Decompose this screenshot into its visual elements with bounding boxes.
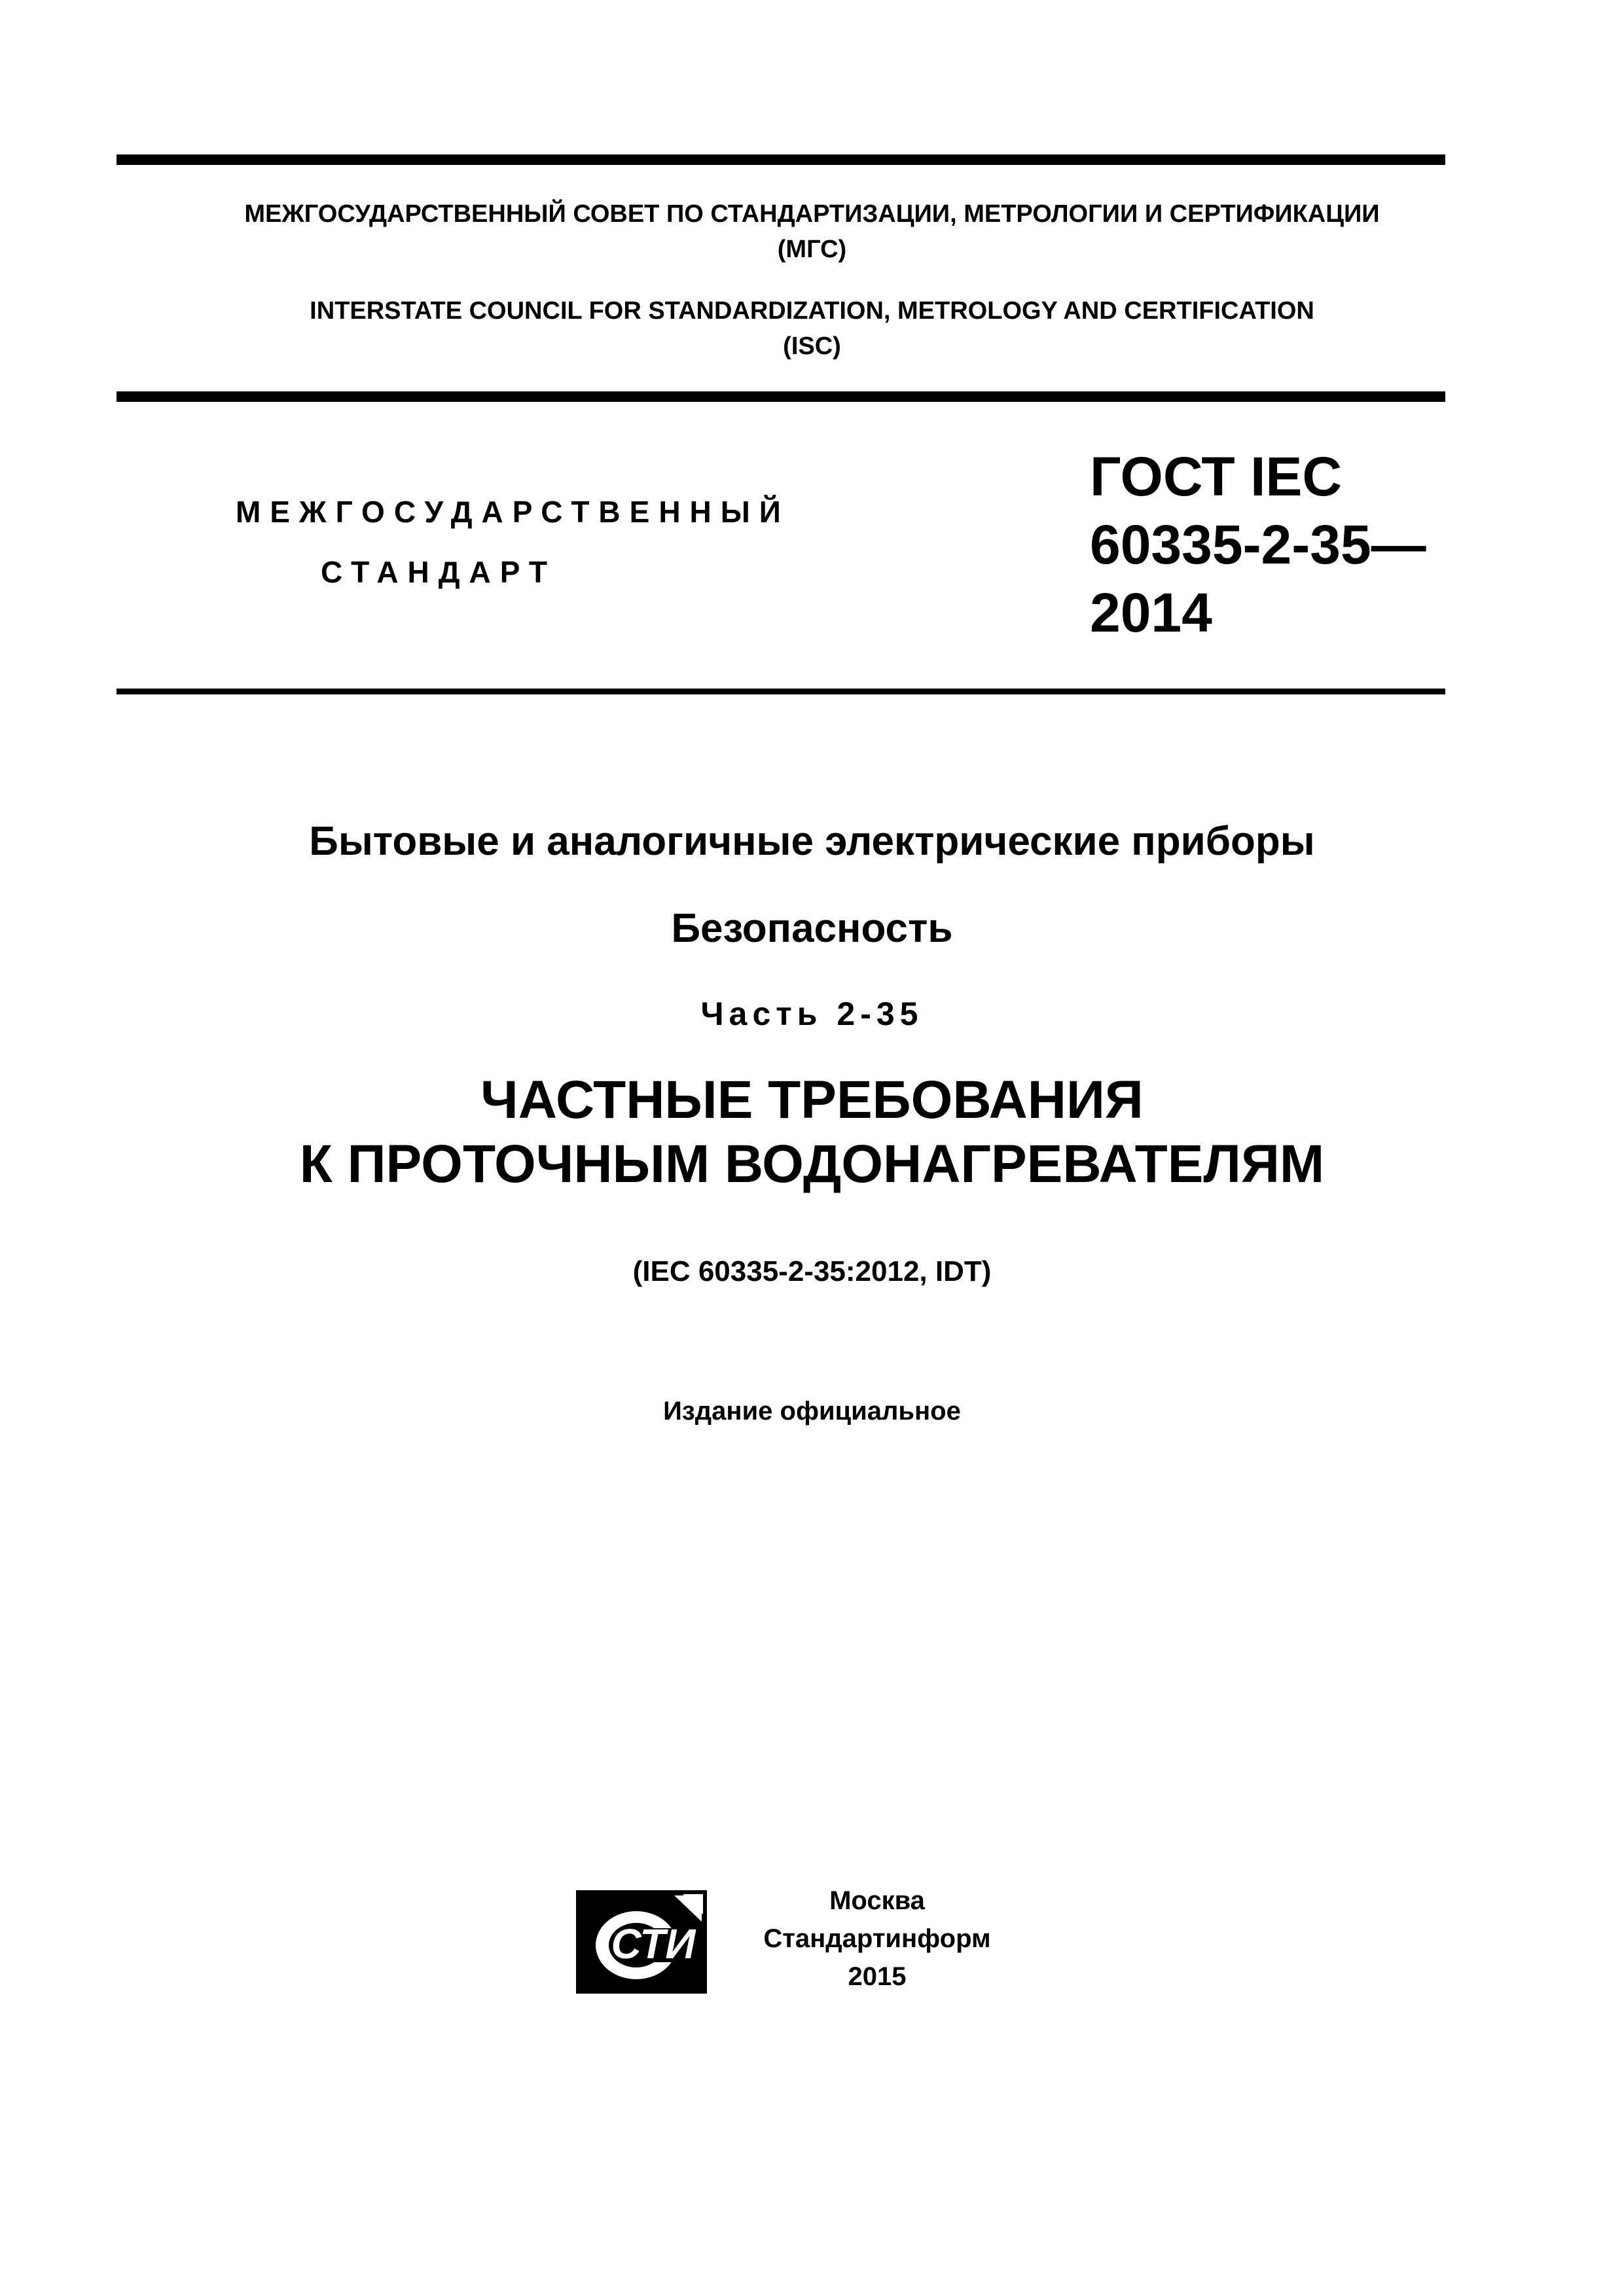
council-ru-name: МЕЖГОСУДАРСТВЕННЫЙ СОВЕТ ПО СТАНДАРТИЗАЦИИ, МЕТРОЛОГИИ И СЕРТИФИКАЦИИ	[244, 200, 1380, 228]
designation	[1090, 442, 1426, 647]
council-ru	[0, 196, 1624, 267]
top-rule	[117, 154, 1445, 165]
council-en	[0, 293, 1624, 364]
standartinform-logo	[576, 1890, 707, 1994]
publisher-block	[740, 1882, 1015, 1996]
council-en-abbr: (ISC)	[783, 332, 841, 360]
designation-line3: 2014	[1090, 582, 1212, 643]
publisher-name: Стандартинформ	[763, 1924, 991, 1953]
standard-label-line2: СТАНДАРТ	[321, 555, 556, 589]
title-specific-line1: ЧАСТНЫЕ ТРЕБОВАНИЯ	[480, 1070, 1144, 1130]
title-specific-line2: К ПРОТОЧНЫМ ВОДОНАГРЕВАТЕЛЯМ	[299, 1134, 1325, 1194]
council-en-name: INTERSTATE COUNCIL FOR STANDARDIZATION, METROLOGY AND CERTIFICATION	[310, 297, 1314, 325]
standard-label-line1: МЕЖГОСУДАРСТВЕННЫЙ	[236, 495, 790, 529]
publisher-city: Москва	[829, 1886, 925, 1915]
logo-text: СТИ	[611, 1920, 696, 1967]
title-part: Часть 2-35	[700, 996, 924, 1032]
title-safety: Безопасность	[671, 906, 953, 951]
designation-line1: ГОСТ IEC	[1090, 446, 1343, 507]
header-bottom-rule	[117, 391, 1445, 402]
designation-bottom-rule	[117, 689, 1445, 694]
iec-reference: (IEC 60335-2-35:2012, IDT)	[632, 1255, 992, 1287]
designation-line2: 60335-2-35—	[1090, 514, 1426, 575]
edition-label: Издание официальное	[663, 1397, 961, 1426]
council-ru-abbr: (МГС)	[777, 236, 847, 263]
publisher-year: 2015	[848, 1962, 907, 1991]
title-main: Бытовые и аналогичные электрические приборы	[309, 819, 1315, 864]
standard-label	[236, 482, 790, 602]
title-specific	[0, 1068, 1624, 1196]
